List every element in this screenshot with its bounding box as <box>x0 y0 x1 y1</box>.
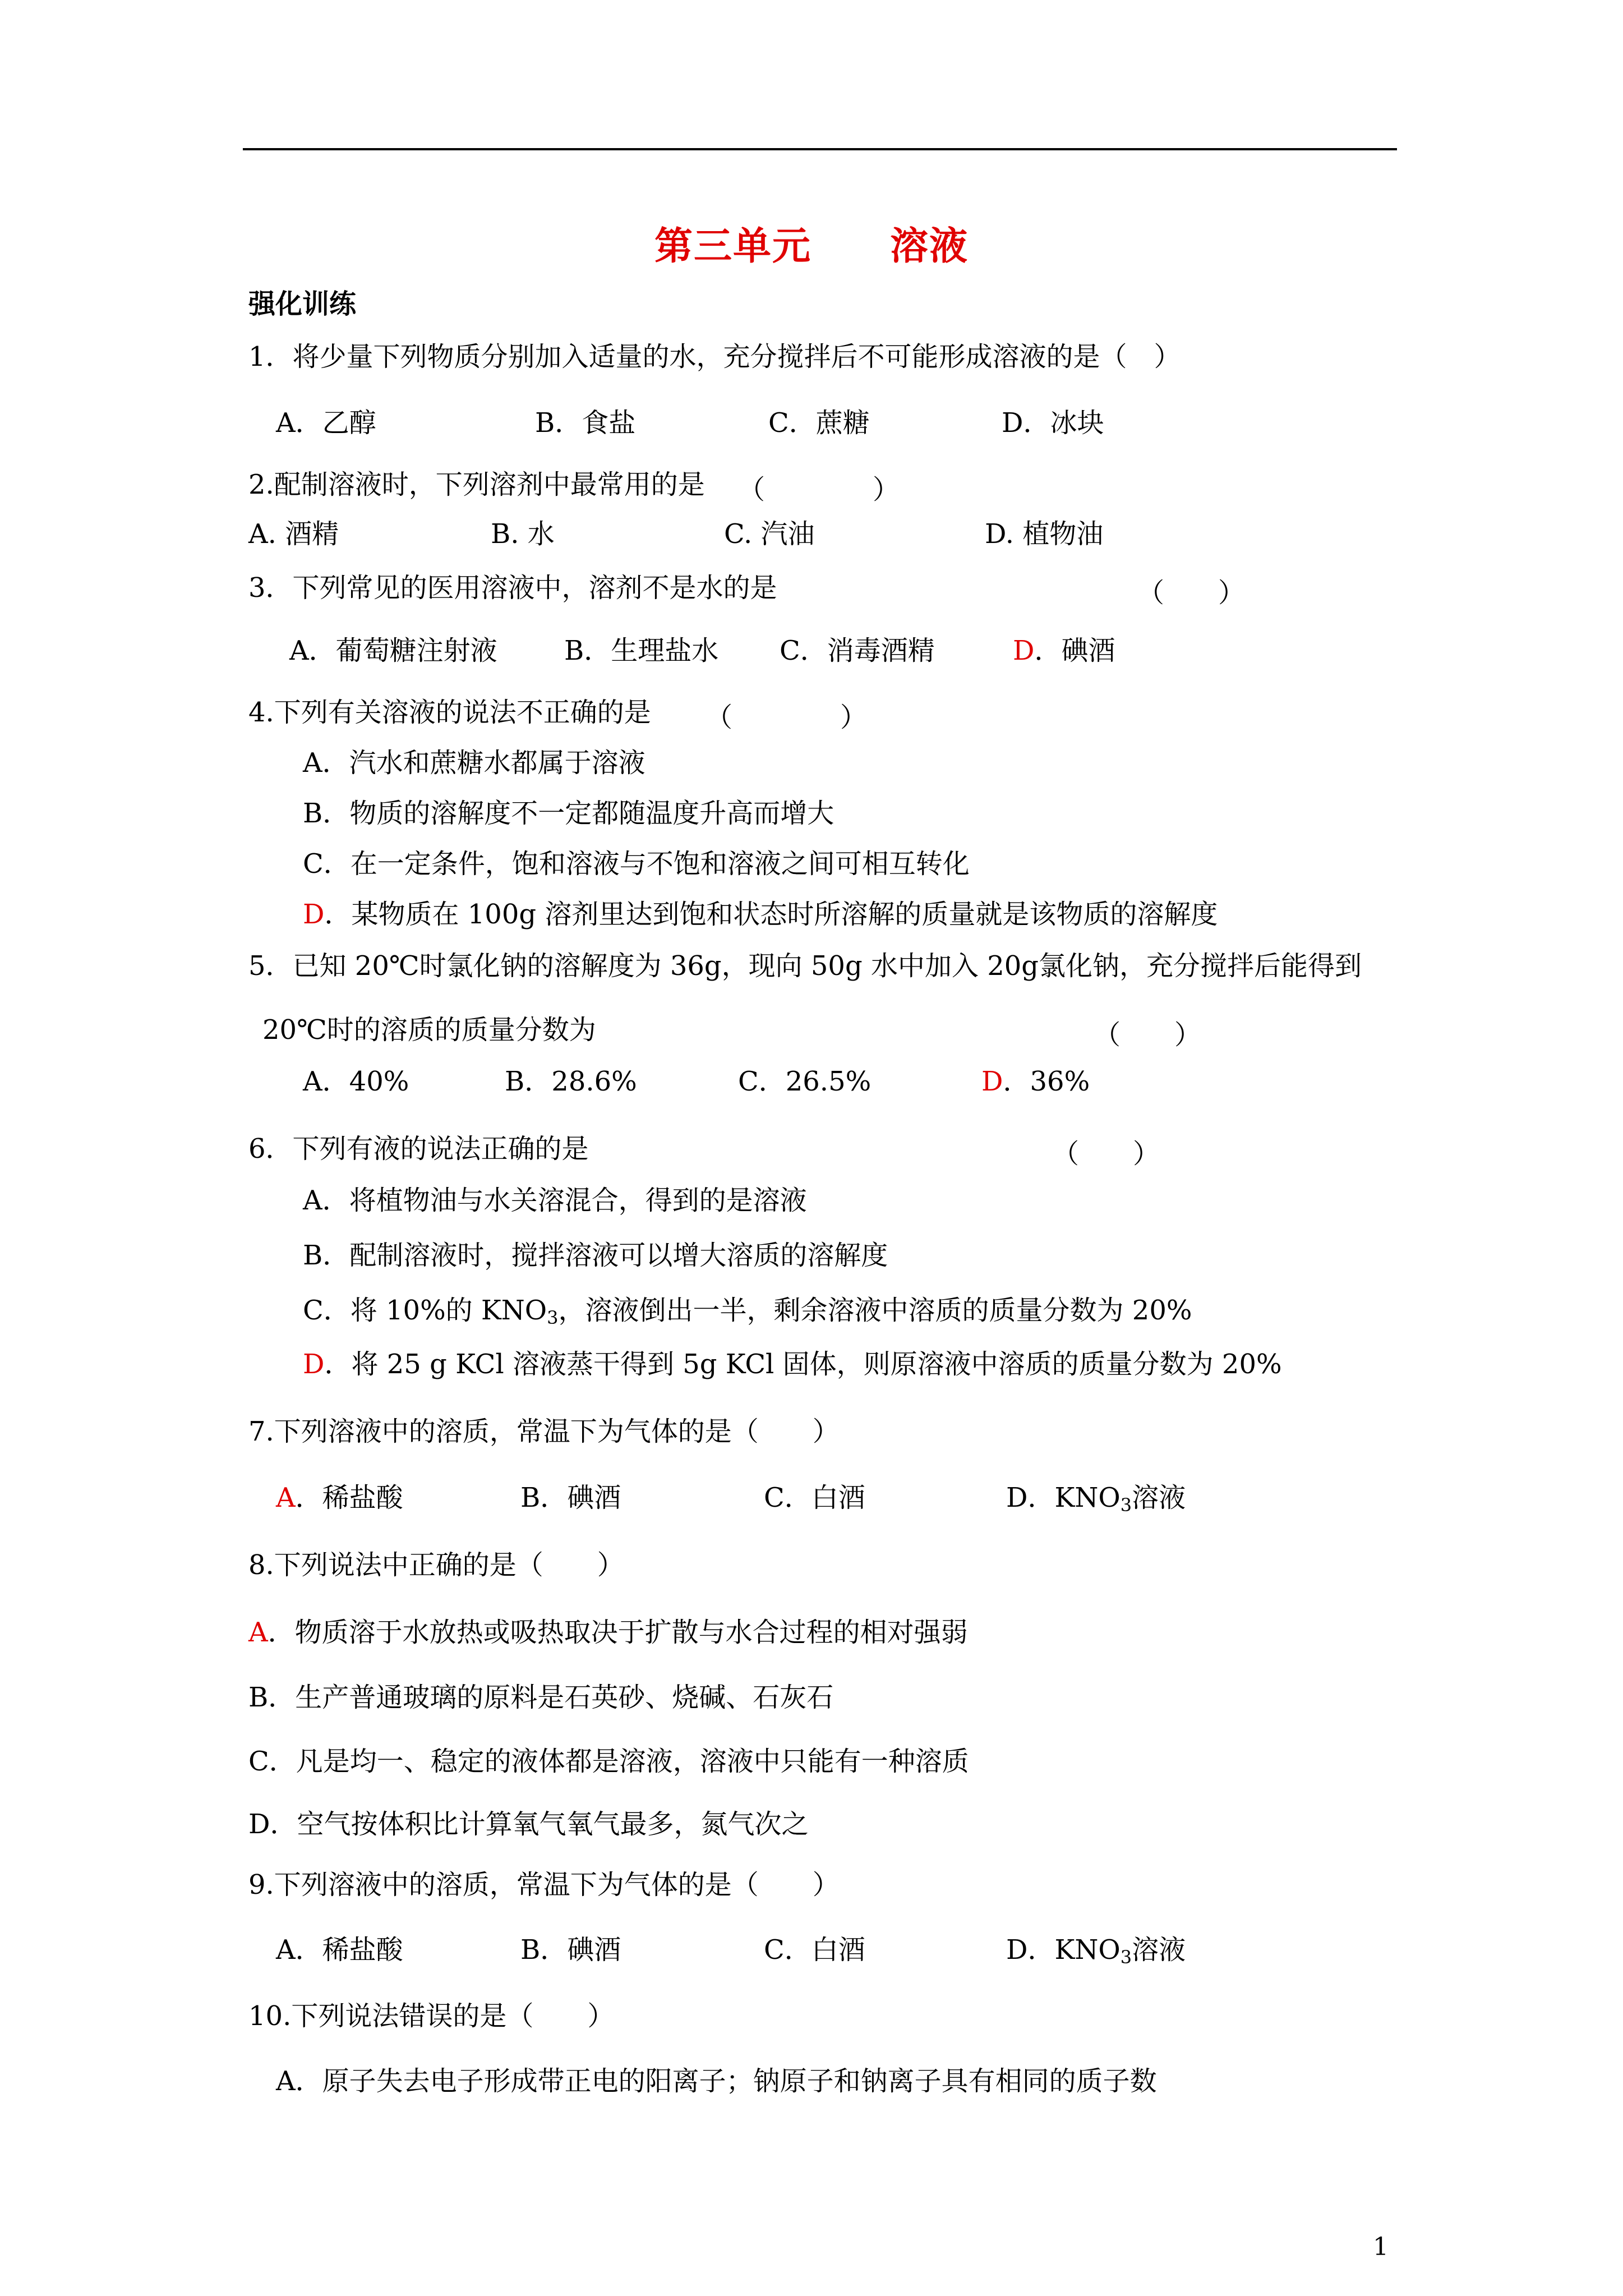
q6-option-b: B．配制溶液时，搅拌溶液可以增大溶质的溶解度 <box>303 1240 888 1271</box>
q2-option-b: B. 水 <box>491 518 555 550</box>
q1-option-b: B．食盐 <box>535 407 636 439</box>
q6-stem: 6．下列有液的说法正确的是 <box>248 1133 589 1165</box>
q10-option-a: A．原子失去电子形成带正电的阳离子；钠原子和钠离子具有相同的质子数 <box>276 2065 1157 2097</box>
q9-option-d-pre: D．KNO <box>1006 1934 1121 1966</box>
q2-stem: 2.配制溶液时，下列溶剂中最常用的是 <box>248 469 705 500</box>
q6-answer-letter: D <box>303 1349 325 1380</box>
q4-option-a: A．汽水和蔗糖水都属于溶液 <box>303 747 645 779</box>
section-heading: 强化训练 <box>248 288 357 320</box>
header-rule <box>243 148 1397 150</box>
q3-option-b: B．生理盐水 <box>564 635 719 666</box>
q9-option-d-subscript: 3 <box>1120 1947 1132 1968</box>
q6-option-c-pre: C．将 10%的 KNO <box>303 1295 547 1326</box>
q5-answer-letter: D <box>981 1066 1003 1097</box>
q7-option-d-pre: D．KNO <box>1006 1482 1121 1513</box>
q4-option-d-text: ．某物质在 100g 溶剂里达到饱和状态时所溶解的质量就是该物质的溶解度 <box>324 899 1218 930</box>
q6-option-c-subscript: 3 <box>547 1307 559 1328</box>
q3-answer-paren: （ ） <box>1137 577 1246 609</box>
q2-answer-paren: （ ） <box>738 474 900 505</box>
q6-option-a: A．将植物油与水关溶混合，得到的是溶液 <box>303 1185 807 1216</box>
q2-option-d: D. 植物油 <box>985 518 1104 550</box>
q4-option-c: C．在一定条件，饱和溶液与不饱和溶液之间可相互转化 <box>303 848 970 880</box>
q7-stem: 7.下列溶液中的溶质，常温下为气体的是（ ） <box>248 1416 840 1447</box>
q6-option-d <box>303 1347 1282 1381</box>
q8-option-d: D．空气按体积比计算氧气氧气最多，氮气次之 <box>248 1809 809 1840</box>
q8-answer-letter: A <box>248 1617 268 1648</box>
q4-option-d <box>303 898 1218 931</box>
q9-option-d <box>1006 1933 1186 1967</box>
q5-answer-paren: （ ） <box>1094 1019 1202 1051</box>
q5-option-a: A．40% <box>303 1066 409 1097</box>
q6-option-c-post: ，溶液倒出一半，剩余溶液中溶质的质量分数为 20% <box>558 1295 1192 1326</box>
q7-option-a-text: ．稀盐酸 <box>295 1482 403 1513</box>
q6-option-d-text: ．将 25 g KCl 溶液蒸干得到 5g KCl 固体，则原溶液中溶质的质量分数为 20% <box>324 1349 1282 1380</box>
q2-option-c: C. 汽油 <box>724 518 815 550</box>
q3-option-c: C．消毒酒精 <box>780 635 935 666</box>
q7-option-d-subscript: 3 <box>1120 1494 1132 1516</box>
q6-answer-paren: （ ） <box>1052 1138 1160 1170</box>
q5-option-d <box>981 1065 1090 1098</box>
q9-option-a: A．稀盐酸 <box>276 1934 403 1966</box>
q6-option-c <box>303 1294 1192 1327</box>
title-part2: 溶液 <box>890 224 969 269</box>
q4-option-b: B．物质的溶解度不一定都随温度升高而增大 <box>303 798 834 829</box>
q4-answer-letter: D <box>303 899 325 930</box>
q8-option-a <box>248 1616 968 1649</box>
q9-option-c: C．白酒 <box>764 1934 865 1966</box>
q5-option-c: C．26.5% <box>738 1066 872 1097</box>
q3-option-d-text: ．碘酒 <box>1034 635 1115 666</box>
q2-option-a: A. 酒精 <box>248 518 339 550</box>
page-title <box>0 216 1623 270</box>
q7-answer-letter: A <box>276 1482 296 1513</box>
q5-stem-continued: 20℃时的溶质的质量分数为 <box>262 1014 596 1046</box>
q4-answer-paren: （ ） <box>706 702 868 733</box>
q3-stem: 3．下列常见的医用溶液中，溶剂不是水的是 <box>248 572 777 604</box>
q1-option-a: A．乙醇 <box>276 407 376 439</box>
q4-stem: 4.下列有关溶液的说法不正确的是 <box>248 697 651 728</box>
q5-option-b: B．28.6% <box>505 1066 637 1097</box>
q8-option-c: C．凡是均一、稳定的液体都是溶液，溶液中只能有一种溶质 <box>248 1746 969 1777</box>
q9-option-d-post: 溶液 <box>1132 1934 1186 1966</box>
q9-stem: 9.下列溶液中的溶质，常温下为气体的是（ ） <box>248 1869 840 1901</box>
q8-option-b: B．生产普通玻璃的原料是石英砂、烧碱、石灰石 <box>248 1682 834 1713</box>
q8-option-a-text: ．物质溶于水放热或吸热取决于扩散与水合过程的相对强弱 <box>268 1617 968 1648</box>
q1-option-d: D．冰块 <box>1002 407 1104 439</box>
title-part1: 第三单元 <box>654 224 811 269</box>
q7-option-d <box>1006 1481 1186 1515</box>
q1-option-c: C．蔗糖 <box>768 407 870 439</box>
q5-option-d-text: ．36% <box>1003 1066 1090 1097</box>
q7-option-b: B．碘酒 <box>520 1482 621 1513</box>
q5-stem: 5．已知 20℃时氯化钠的溶解度为 36g，现向 50g 水中加入 20g氯化钠，充分搅拌后能得到 <box>248 950 1362 982</box>
q10-stem: 10.下列说法错误的是（ ） <box>248 2000 615 2032</box>
q3-answer-letter: D <box>1013 635 1035 666</box>
q3-option-a: A．葡萄糖注射液 <box>289 635 497 666</box>
q9-option-b: B．碘酒 <box>520 1934 621 1966</box>
q7-option-d-post: 溶液 <box>1132 1482 1186 1513</box>
q8-stem: 8.下列说法中正确的是（ ） <box>248 1549 624 1581</box>
q7-option-a <box>276 1481 403 1515</box>
q7-option-c: C．白酒 <box>764 1482 865 1513</box>
page-number: 1 <box>1373 2233 1389 2261</box>
q3-option-d <box>1013 634 1115 668</box>
q1-stem: 1．将少量下列物质分别加入适量的水，充分搅拌后不可能形成溶液的是（ ） <box>248 341 1181 372</box>
